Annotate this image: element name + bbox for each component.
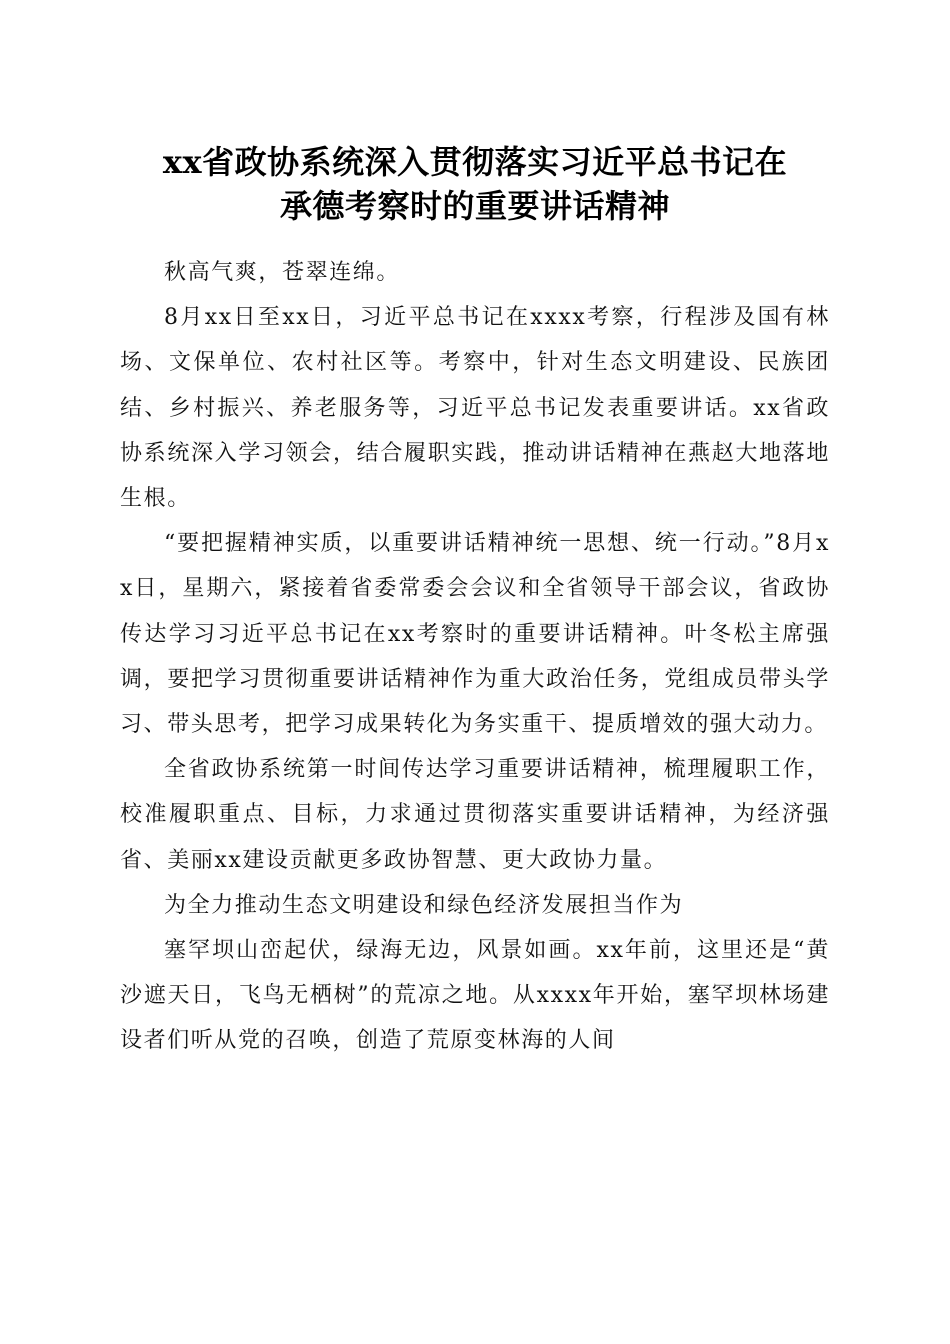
title-line-1: xx省政协系统深入贯彻落实习近平总书记在 (162, 143, 788, 181)
paragraph-opening: 秋高气爽，苍翠连绵。 (164, 260, 401, 285)
document-title (100, 140, 850, 228)
section-heading: 为全力推动生态文明建设和绿色经济发展担当作为 (164, 892, 684, 918)
paragraph-inspection: 8月xx日至xx日，习近平总书记在xxxx考察，行程涉及国有林场、文保单位、农村社区等。考察中，针对生态文明建设、民族团结、乡村振兴、养老服务等，习近平总书记发表重要讲话。xx省政协系统深入学习领会，结合履职实践，推动讲话精神在燕赵大地落地生根。 (120, 305, 830, 512)
paragraph-system-action: 全省政协系统第一时间传达学习重要讲话精神，梳理履职工作，校准履职重点、目标，力求通过贯彻落实重要讲话精神，为经济强省、美丽xx建设贡献更多政协智慧、更大政协力量。 (120, 757, 830, 873)
document-body (120, 250, 830, 1064)
paragraph-study-meeting: “要把握精神实质，以重要讲话精神统一思想、统一行动。”8月xx日，星期六，紧接着省委常委会会议和全省领导干部会议，省政协传达学习习近平总书记在xx考察时的重要讲话精神。叶冬松主席强调，要把学习贯彻重要讲话精神作为重大政治任务，党组成员带头学习、带头思考，把学习成果转化为务实重干、提质增效的强大动力。 (120, 531, 830, 738)
paragraph-saihanba: 塞罕坝山峦起伏，绿海无边，风景如画。xx年前，这里还是“黄沙遮天日，飞鸟无栖树”的荒凉之地。从xxxx年开始，塞罕坝林场建设者们听从党的召唤，创造了荒原变林海的人间 (120, 938, 830, 1054)
title-line-2: 承德考察时的重要讲话精神 (279, 187, 670, 225)
